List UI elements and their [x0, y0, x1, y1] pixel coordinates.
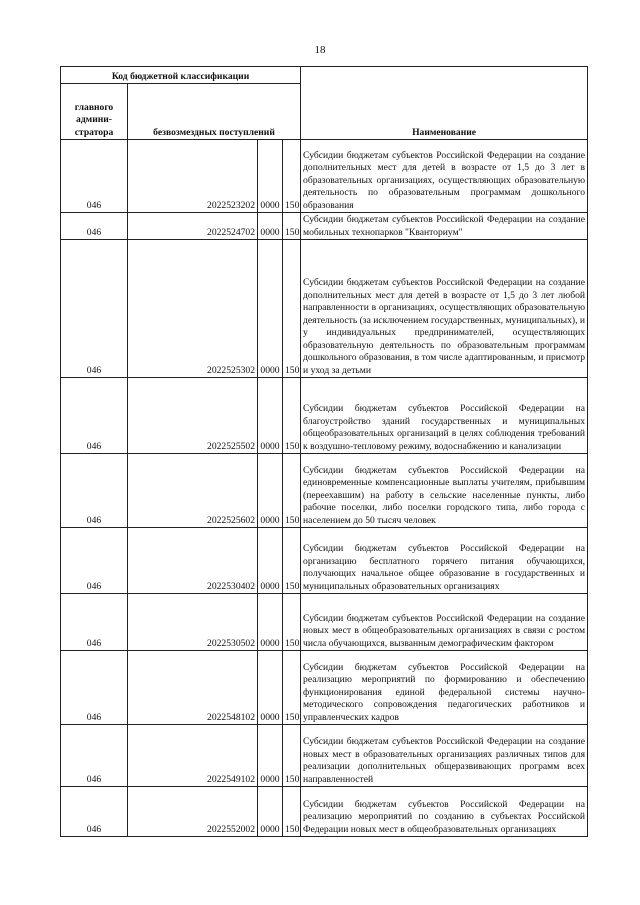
kind-code-cell: 150 [283, 651, 301, 725]
subtype-code-cell: 0000 [258, 240, 283, 378]
table-row [61, 140, 588, 213]
revenue-code-cell: 2022525302 [128, 240, 258, 378]
budget-classification-table [60, 66, 588, 837]
kind-code-cell: 150 [283, 787, 301, 837]
table-row [61, 594, 588, 651]
subtype-code-cell: 0000 [258, 787, 283, 837]
table-row [61, 378, 588, 454]
table-row [61, 454, 588, 528]
kind-code-cell: 150 [283, 725, 301, 787]
name-cell: Субсидии бюджетам субъектов Российской Федерации на единовременные компенсационные выплаты учителям, прибывшим (переехавшим) на работу в сельские населенные пункты, либо рабочие поселки, либо поселки городского типа, либо города с населением до 50 тысяч человек [301, 454, 588, 528]
name-cell: Субсидии бюджетам субъектов Российской Федерации на реализацию мероприятий по формированию и обеспечению функционирования единой федеральной системы научно-методического сопровождения педагогических работников и управленческих кадров [301, 651, 588, 725]
name-cell: Субсидии бюджетам субъектов Российской Федерации на создание дополнительных мест для детей в возрасте от 1,5 до 3 лет в образовательных организациях, осуществляющих образовательную деятельность по образовательным программам дошкольного образования [301, 140, 588, 213]
revenue-code-cell: 2022524702 [128, 213, 258, 240]
admin-code-cell: 046 [61, 651, 128, 725]
name-cell: Субсидии бюджетам субъектов Российской Федерации на реализацию мероприятий по созданию в субъектах Российской Федерации новых мест в общеобразовательных организациях [301, 787, 588, 837]
revenue-code-cell: 2022548102 [128, 651, 258, 725]
admin-code-cell: 046 [61, 725, 128, 787]
header-budget-classification: Код бюджетной классификации [61, 67, 301, 84]
name-cell: Субсидии бюджетам субъектов Российской Федерации на создание мобильных технопарков "Кванториум" [301, 213, 588, 240]
table-row [61, 213, 588, 240]
table-row [61, 725, 588, 787]
subtype-code-cell: 0000 [258, 528, 283, 594]
kind-code-cell: 150 [283, 528, 301, 594]
header-name: Наименование [301, 67, 588, 140]
subtype-code-cell: 0000 [258, 378, 283, 454]
revenue-code-cell: 2022525602 [128, 454, 258, 528]
admin-code-cell: 046 [61, 787, 128, 837]
page-number: 18 [314, 44, 326, 56]
subtype-code-cell: 0000 [258, 454, 283, 528]
name-cell: Субсидии бюджетам субъектов Российской Федерации на создание новых мест в образовательных организациях различных типов для реализации дополнительных общеразвивающих программ всех направленностей [301, 725, 588, 787]
revenue-code-cell: 2022549102 [128, 725, 258, 787]
admin-code-cell: 046 [61, 528, 128, 594]
name-cell: Субсидии бюджетам субъектов Российской Федерации на создание дополнительных мест для детей в возрасте от 1,5 до 3 лет любой направленности в организациях, осуществляющих образовательную деятельность (за исключением государственных, муниципальных), и у индивидуальных предпринимателей, осуществляющих образовательную деятельность по образовательным программам дошкольного образования, в том числе адаптированным, и присмотр и уход за детьми [301, 240, 588, 378]
admin-code-cell: 046 [61, 140, 128, 213]
admin-code-cell: 046 [61, 213, 128, 240]
subtype-code-cell: 0000 [258, 725, 283, 787]
table-row [61, 651, 588, 725]
revenue-code-cell: 2022552002 [128, 787, 258, 837]
subtype-code-cell: 0000 [258, 213, 283, 240]
table-row [61, 787, 588, 837]
header-gratuitous-revenues: безвозмездных поступлений [128, 84, 301, 140]
admin-code-cell: 046 [61, 240, 128, 378]
admin-code-cell: 046 [61, 378, 128, 454]
admin-code-cell: 046 [61, 594, 128, 651]
revenue-code-cell: 2022530402 [128, 528, 258, 594]
table-row [61, 528, 588, 594]
name-cell: Субсидии бюджетам субъектов Российской Федерации на благоустройство зданий государственных и муниципальных общеобразовательных организаций в целях соблюдения требований к воздушно-тепловому режиму, водоснабжению и канализации [301, 378, 588, 454]
kind-code-cell: 150 [283, 213, 301, 240]
revenue-code-cell: 2022523202 [128, 140, 258, 213]
table-header-row-group [61, 67, 588, 84]
subtype-code-cell: 0000 [258, 651, 283, 725]
header-main-administrator: главного админи-стратора [61, 84, 128, 140]
kind-code-cell: 150 [283, 140, 301, 213]
kind-code-cell: 150 [283, 378, 301, 454]
subtype-code-cell: 0000 [258, 594, 283, 651]
kind-code-cell: 150 [283, 594, 301, 651]
table-row [61, 240, 588, 378]
revenue-code-cell: 2022530502 [128, 594, 258, 651]
kind-code-cell: 150 [283, 240, 301, 378]
name-cell: Субсидии бюджетам субъектов Российской Федерации на создание новых мест в общеобразовательных организациях в связи с ростом числа обучающихся, вызванным демографическим фактором [301, 594, 588, 651]
kind-code-cell: 150 [283, 454, 301, 528]
name-cell: Субсидии бюджетам субъектов Российской Федерации на организацию бесплатного горячего питания обучающихся, получающих начальное общее образование в государственных и муниципальных образовательных организациях [301, 528, 588, 594]
admin-code-cell: 046 [61, 454, 128, 528]
revenue-code-cell: 2022525502 [128, 378, 258, 454]
subtype-code-cell: 0000 [258, 140, 283, 213]
